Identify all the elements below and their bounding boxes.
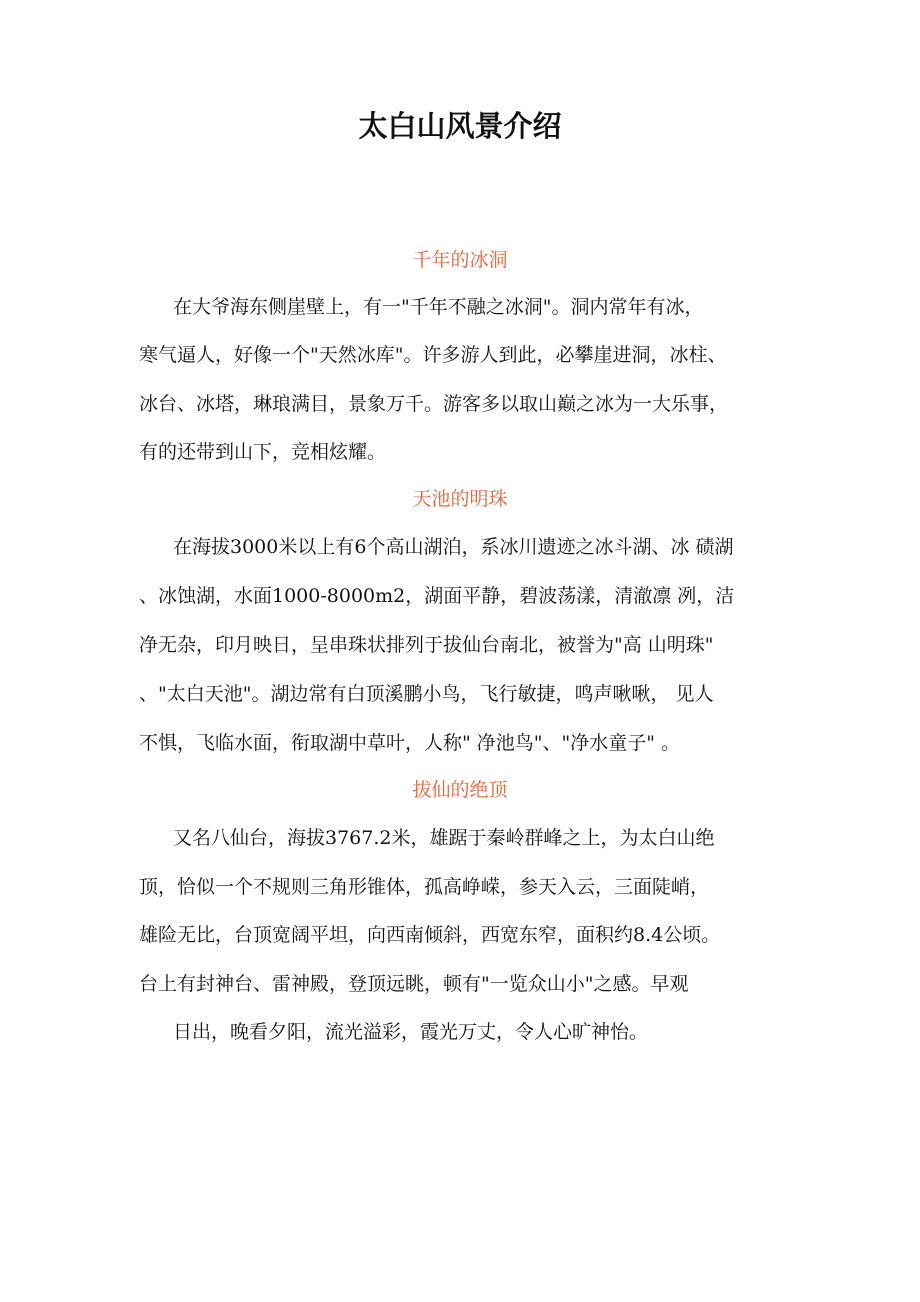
section-heading-heavenly-pool: 天池的明珠 [412,488,508,510]
paragraph-line: 又名八仙台，海拔3767.2米，雄踞于秦岭群峰之上，为太白山绝 [173,827,715,849]
paragraph-line: 在大爷海东侧崖壁上，有一"千年不融之冰洞"。洞内常年有冰， [173,296,704,318]
paragraph-line: 寒气逼人，好像一个"天然冰库"。许多游人到此，必攀崖进洞，冰柱、 [139,344,727,366]
paragraph-line: 雄险无比，台顶宽阔平坦，向西南倾斜，西宽东窄，面积约8.4公顷。 [139,924,721,946]
paragraph-line: 台上有封神台、雷神殿，登顶远眺，顿有"一览众山小"之感。早观 [139,973,689,995]
document-title: 太白山风景介绍 [358,109,562,143]
paragraph-line: 不惧，飞临水面，衔取湖中草叶，人称" 净池鸟"、"净水童子" 。 [139,732,681,754]
paragraph-line: 冰台、冰塔，琳琅满目，景象万千。游客多以取山巅之冰为一大乐事， [139,393,729,415]
paragraph-line: 有的还带到山下，竞相炫耀。 [139,441,387,463]
paragraph-line: 顶，恰似一个不规则三角形锥体，孤高峥嵘，参天入云，三面陡峭， [139,876,710,898]
paragraph-line: 、冰蚀湖，水面1000-8000m2，湖面平静，碧波荡漾，清澈凛 冽，洁 [139,585,735,607]
section-heading-ice-cave: 千年的冰洞 [412,249,508,271]
paragraph-line: 日出，晚看夕阳，流光溢彩，霞光万丈，令人心旷神怡。 [173,1021,649,1043]
paragraph-line: 净无杂，印月映日，呈串珠状排列于拔仙台南北，被誉为"高 山明珠" [139,634,714,656]
paragraph-line: 在海拔3000米以上有6个高山湖泊，系冰川遗迹之冰斗湖、冰 碛湖 [173,536,734,558]
paragraph-line: 、"太白天池"。湖边常有白顶溪鹏小鸟，飞行敏捷，鸣声啾啾， 见人 [139,683,714,705]
section-heading-summit: 拔仙的绝顶 [412,779,508,801]
